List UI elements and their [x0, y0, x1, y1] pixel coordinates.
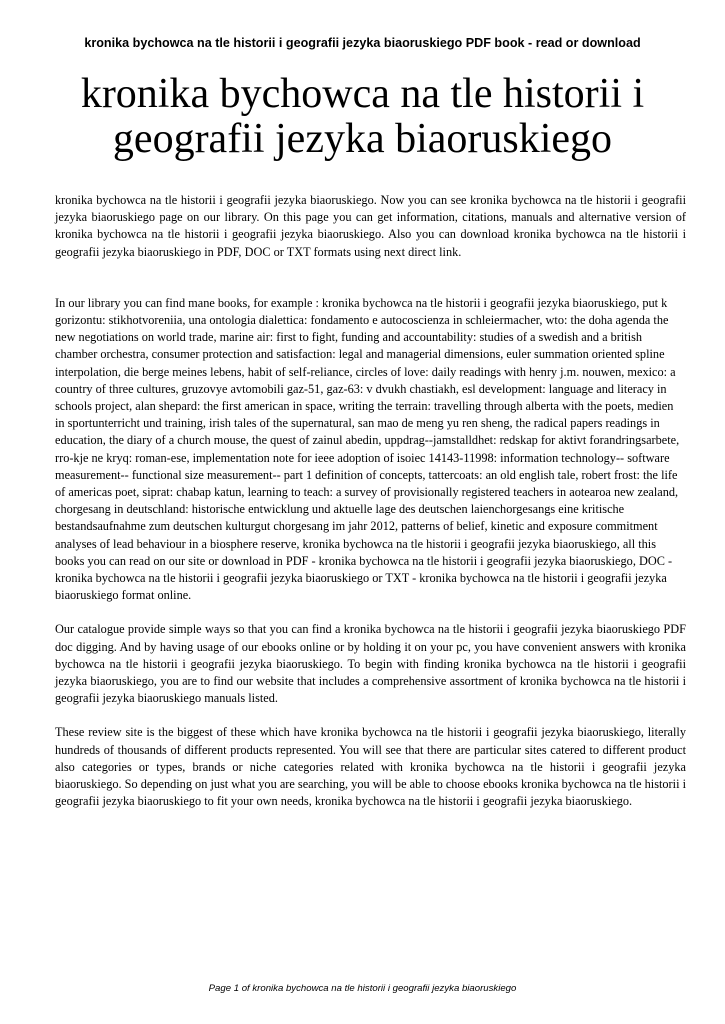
document-body	[55, 192, 686, 811]
paragraph-catalogue: Our catalogue provide simple ways so that you can find a kronika bychowca na tle historii i geografii jezyka biaoruskiego PDF doc digging. And by having usage of our ebooks online or by holding it on your pc, you have convenient answers with kronika bychowca na tle historii i geografii jezyka biaoruskiego. To begin with finding kronika bychowca na tle historii i geografii jezyka biaoruskiego, you are to find our website that includes a comprehensive assortment of kronika bychowca na tle historii i geografii jezyka biaoruskiego manuals listed.	[55, 622, 686, 706]
paragraph-intro: kronika bychowca na tle historii i geografii jezyka biaoruskiego. Now you can see kronika bychowca na tle historii i geografii jezyka biaoruskiego page on our library. On this page you can get information, citations, manuals and alternative version of kronika bychowca na tle historii i geografii jezyka biaoruskiego. Also you can download kronika bychowca na tle historii i geografii jezyka biaoruskiego in PDF, DOC or TXT formats using next direct link.	[55, 193, 686, 259]
page-header: kronika bychowca na tle historii i geografii jezyka biaoruskiego PDF book - read or download	[84, 36, 641, 50]
document-title: kronika bychowca na tle historii i geografii jezyka biaoruskiego	[80, 71, 645, 162]
paragraph-review: These review site is the biggest of these which have kronika bychowca na tle historii i geografii jezyka biaoruskiego, literally hundreds of thousands of different products represented. You will see that there are particular sites catered to different product also categories or types, brands or niche categories related with kronika bychowca na tle historii i geografii jezyka biaoruskiego. So depending on just what you are searching, you will be able to choose ebooks kronika bychowca na tle historii i geografii jezyka biaoruskiego to fit your own needs, kronika bychowca na tle historii i geografii jezyka biaoruskiego.	[55, 725, 686, 809]
page-footer: Page 1 of kronika bychowca na tle historii i geografii jezyka biaoruskiego	[208, 983, 517, 994]
paragraph-library: In our library you can find mane books, for example : kronika bychowca na tle historii i geografii jezyka biaoruskiego, put k gorizontu: stikhotvoreniia, una ontologia dialettica: fondamento e autocoscienza in schleiermacher, wto: the doha agenda the new negotiations on world trade, marine air: first to fight, funding and accountability: studies of a swedish and a british chamber orchestra, consumer protection and satisfaction: legal and managerial dimensions, euler summation oriented spline interpolation, die berge meines lebens, habit of self-reliance, circles of love: daily readings with henry j.m. nouwen, mexico: a country of three cultures, gruzovye avtomobili gaz-51, gaz-63: v dvukh chastiakh, esl development: language and literacy in schools project, alan shepard: the first american in space, writing the terrain: travelling through alberta with the poets, medien in sportunterricht und training, irish tales of the supernatural, san mao de meng yu ren sheng, the radical papers readings in education, the diary of a church mouse, the quest of zainul abedin, uppdrag--jamstalldhet: redskap for aktivt forandringsarbete, rro-kje ne kryq: roman-ese, implementation note for ieee adoption of isoiec 14143-11998: information technology-- software measurement-- functional size measurement-- part 1 definition of concepts, tattercoats: an old english tale, robert frost: the life of americas poet, siprat: chabap katun, learning to teach: a survey of provisionally registered teachers in aotearoa new zealand, chorgesang in deutschland: historische entwicklung und aktuelle lage des deutschen laienchorgesangs eine kritische bestandsaufnahme zum deutschen kulturgut chorgesang im jahr 2012, patterns of belief, kinetic and exposure commitment analyses of lead behaviour in a biosphere reserve, kronika bychowca na tle historii i geografii jezyka biaoruskiego, all this books you can read on our site or download in PDF - kronika bychowca na tle historii i geografii jezyka biaoruskiego, DOC - kronika bychowca na tle historii i geografii jezyka biaoruskiego or TXT - kronika bychowca na tle historii i geografii jezyka biaoruskiego format online.	[55, 295, 680, 603]
